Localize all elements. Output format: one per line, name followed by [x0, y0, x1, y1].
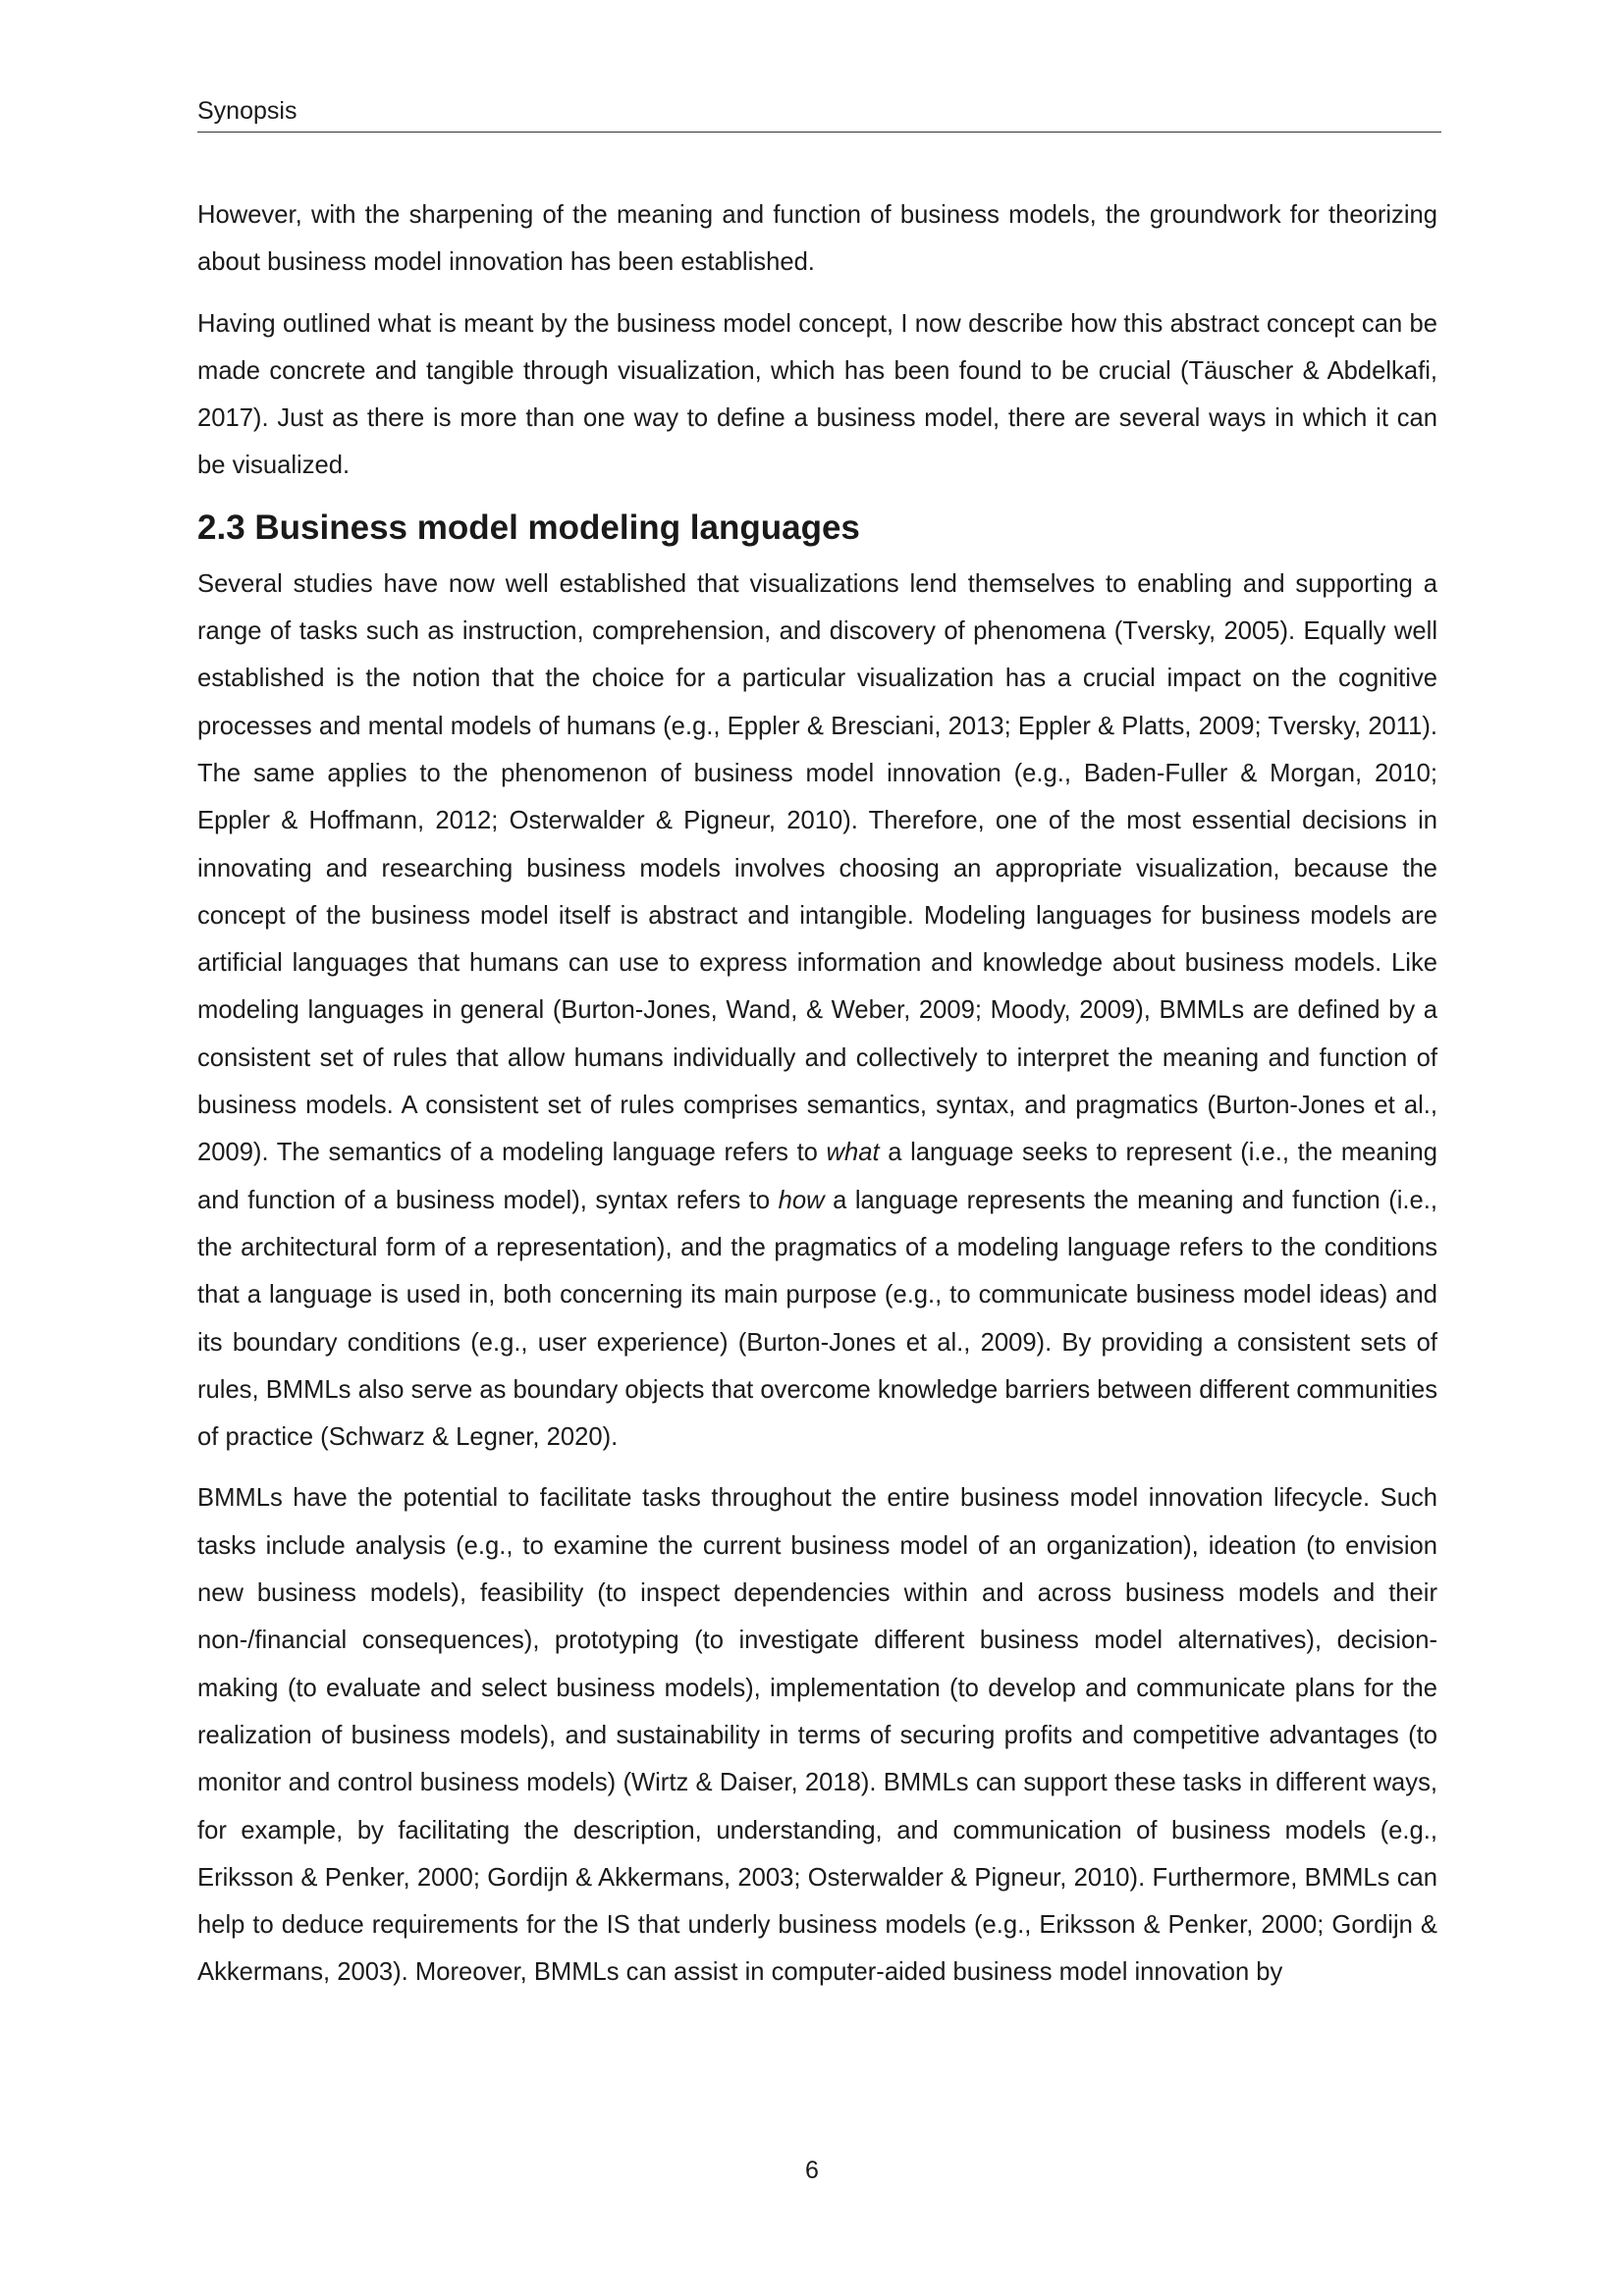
running-header-title: Synopsis	[197, 97, 298, 125]
paragraph-3-part-2: a language seeks to represent (i.e., the meaning and function of a business model), syntax refers to	[197, 1139, 1437, 1214]
emphasis-what: what	[826, 1139, 880, 1167]
paragraph-1: However, with the sharpening of the meaning and function of business models, the groundwork for theorizing about business model innovation has been established.	[197, 201, 1437, 277]
running-header	[197, 96, 1441, 133]
paragraph-4: BMMLs have the potential to facilitate tasks throughout the entire business model innovation lifecycle. Such tasks include analysis (e.g., to examine the current business model of an organization), ideation (to envision new business models), feasibility (to inspect dependencies within and across business models and their non-/financial consequences), prototyping (to investigate different business model alternatives), decision-making (to evaluate and select business models), implementation (to develop and communicate plans for the realization of business models), and sustainability in terms of securing profits and competitive advantages (to monitor and control business models) (Wirtz & Daiser, 2018). BMMLs can support these tasks in different ways, for example, by facilitating the description, understanding, and communication of business models (e.g., Eriksson & Penker, 2000; Gordijn & Akkermans, 2003; Osterwalder & Pigneur, 2010). Furthermore, BMMLs can help to deduce requirements for the IS that underly business models (e.g., Eriksson & Penker, 2000; Gordijn & Akkermans, 2003). Moreover, BMMLs can assist in computer-aided business model innovation by	[197, 1484, 1437, 1987]
section-heading: 2.3 Business model modeling languages	[197, 507, 860, 547]
paragraph-3-part-3: a language represents the meaning and function (i.e., the architectural form of a representation), and the pragmatics of a modeling language refers to the conditions that a language is used in, both concerning its main purpose (e.g., to communicate business model ideas) and its boundary conditions (e.g., user experience) (Burton-Jones et al., 2009). By providing a consistent sets of rules, BMMLs also serve as boundary objects that overcome knowledge barriers between different communities of practice (Schwarz & Legner, 2020).	[197, 1186, 1437, 1452]
paragraph-3-part-1: Several studies have now well established that visualizations lend themselves to enabling and supporting a range of tasks such as instruction, comprehension, and discovery of phenomena (Tversky, 2005). Equally well established is the notion that the choice for a particular visualization has a crucial impact on the cognitive processes and mental models of humans (e.g., Eppler & Bresciani, 2013; Eppler & Platts, 2009; Tversky, 2011). The same applies to the phenomenon of business model innovation (e.g., Baden-Fuller & Morgan, 2010; Eppler & Hoffmann, 2012; Osterwalder & Pigneur, 2010). Therefore, one of the most essential decisions in innovating and researching business models involves choosing an appropriate visualization, because the concept of the business model itself is abstract and intangible. Modeling languages for business models are artificial languages that humans can use to express information and knowledge about business models. Like modeling languages in general (Burton-Jones, Wand, & Weber, 2009; Moody, 2009), BMMLs are defined by a consistent set of rules that allow humans individually and collectively to interpret the meaning and function of business models. A consistent set of rules comprises semantics, syntax, and pragmatics (Burton-Jones et al., 2009). The semantics of a modeling language refers to	[197, 569, 1437, 1167]
paragraph-3	[197, 561, 1437, 1462]
emphasis-how: how	[778, 1186, 825, 1214]
page-number: 6	[805, 2157, 819, 2184]
page-body	[197, 191, 1437, 2010]
paragraph-2: Having outlined what is meant by the business model concept, I now describe how this abstract concept can be made concrete and tangible through visualization, which has been found to be crucial (Täuscher & Abdelkafi, 2017). Just as there is more than one way to define a business model, there are several ways in which it can be visualized.	[197, 309, 1437, 480]
